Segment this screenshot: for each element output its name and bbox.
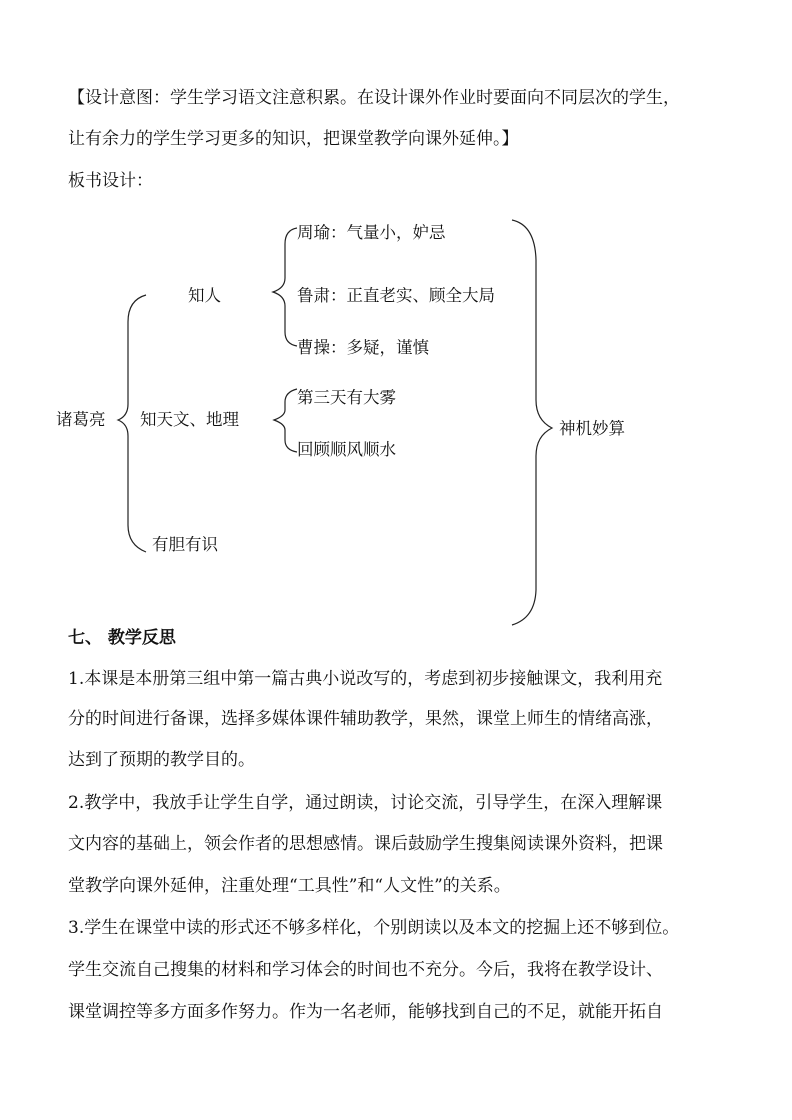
reflection-line: 课堂调控等多方面多作努力。作为一名老师，能够找到自己的不足，就能开拓自 (68, 1002, 663, 1022)
person-item: 周瑜：气量小，妒忌 (297, 223, 446, 242)
branch-item: 知天文、地理 (140, 410, 239, 429)
branch-item: 有胆有识 (152, 535, 218, 554)
reflection-line: 文内容的基础上，领会作者的思想感情。课后鼓励学生搜集阅读课外资料，把课 (68, 834, 663, 854)
weather-brace (274, 389, 297, 452)
reflection-line: 分的时间进行备课，选择多媒体课件辅助教学，果然，课堂上师生的情绪高涨， (68, 709, 663, 729)
board-center: 诸葛亮 (56, 410, 106, 429)
reflection-line: 1.本课是本册第三组中第一篇古典小说改写的，考虑到初步接触课文，我利用充 (68, 669, 663, 689)
right-brace (512, 220, 552, 625)
branch-item: 知人 (188, 286, 221, 305)
intro-line: 【设计意图：学生学习语文注意积累。在设计课外作业时要面向不同层次的学生， (68, 88, 680, 108)
reflection-line: 3.学生在课堂中读的形式还不够多样化，个别朗读以及本文的挖掘上还不够到位。 (68, 918, 680, 938)
people-brace (273, 228, 297, 346)
reflection-line: 2.教学中，我放手让学生自学，通过朗读，讨论交流，引导学生，在深入理解课 (68, 793, 663, 813)
person-item: 鲁肃：正直老实、顾全大局 (297, 286, 495, 305)
board-title: 板书设计： (68, 171, 153, 191)
board-conclusion: 神机妙算 (559, 419, 625, 438)
reflection-line: 达到了预期的教学目的。 (68, 750, 255, 770)
weather-item: 第三天有大雾 (297, 388, 396, 407)
reflection-line: 学生交流自己搜集的材料和学习体会的时间也不充分。今后，我将在教学设计、 (68, 960, 663, 980)
intro-line: 让有余力的学生学习更多的知识，把课堂教学向课外延伸。】 (68, 129, 519, 149)
person-item: 曹操：多疑，谨慎 (297, 338, 429, 357)
weather-item: 回顾顺风顺水 (297, 440, 396, 459)
section-heading: 七、 教学反思 (68, 628, 176, 648)
reflection-line: 堂教学向课外延伸，注重处理“工具性”和“人文性”的关系。 (68, 876, 511, 896)
